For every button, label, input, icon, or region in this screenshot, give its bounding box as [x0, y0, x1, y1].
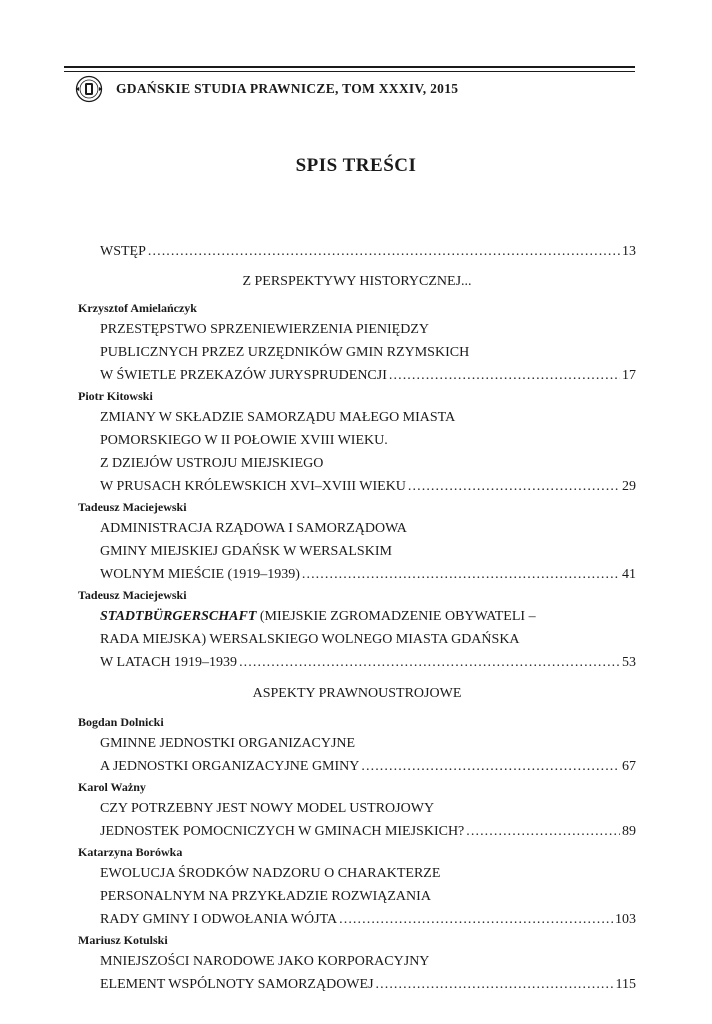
toc-title-line: JEDNOSTEK POMOCNICZYCH W GMINACH MIEJSKICH? — [100, 824, 465, 839]
toc-entry-last-line[interactable] — [78, 755, 636, 778]
toc-title-line: MNIEJSZOŚCI NARODOWE JAKO KORPORACYJNY — [100, 954, 430, 969]
toc-page-number: 13 — [622, 244, 636, 259]
toc-title-line: PERSONALNYM NA PRZYKŁADZIE ROZWIĄZANIA — [100, 889, 431, 904]
dot-leader — [148, 240, 620, 263]
toc-title-line: ZMIANY W SKŁADZIE SAMORZĄDU MAŁEGO MIASTA — [100, 410, 456, 425]
toc-title-line: RADY GMINY I ODWOŁANIA WÓJTA — [100, 912, 338, 927]
toc-title-line: CZY POTRZEBNY JEST NOWY MODEL USTROJOWY — [100, 801, 435, 816]
header-rule-thick — [64, 66, 635, 68]
toc-page-number: 67 — [622, 759, 636, 774]
toc-author: Krzysztof Amielańczyk — [78, 301, 197, 315]
page-title: SPIS TREŚCI — [295, 155, 417, 176]
running-header — [74, 75, 458, 103]
toc-title-line — [78, 605, 636, 628]
toc-title-line: PRZESTĘPSTWO SPRZENIEWIERZENIA PIENIĘDZY — [100, 322, 429, 337]
toc-page-number: 89 — [622, 824, 636, 839]
toc-page-number: 29 — [622, 479, 636, 494]
toc-title-line: RADA MIEJSKA) WERSALSKIEGO WOLNEGO MIASTA GDAŃSKA — [100, 632, 520, 647]
toc-author: Bogdan Dolnicki — [78, 715, 164, 729]
toc-title-text: (MIEJSKIE ZGROMADZENIE OBYWATELI – — [256, 609, 536, 624]
toc-entry-last-line[interactable] — [78, 908, 636, 931]
toc-entry-last-line[interactable] — [78, 475, 636, 498]
toc-title-line: ADMINISTRACJA RZĄDOWA I SAMORZĄDOWA — [100, 521, 407, 536]
toc-author: Tadeusz Maciejewski — [78, 500, 187, 514]
toc-page-number: 115 — [615, 977, 636, 992]
dot-leader — [302, 563, 620, 586]
toc-entry-last-line[interactable] — [78, 820, 636, 843]
university-seal-icon — [74, 75, 104, 103]
toc-title-line: PUBLICZNYCH PRZEZ URZĘDNIKÓW GMIN RZYMSKICH — [100, 345, 470, 360]
dot-leader — [389, 364, 620, 387]
toc-section-heading: ASPEKTY PRAWNOUSTROJOWE — [252, 686, 462, 701]
journal-title: GDAŃSKIE STUDIA PRAWNICZE, TOM XXXIV, 2015 — [116, 81, 459, 96]
header-rule-thin — [64, 71, 635, 72]
toc-title-line: Z DZIEJÓW USTROJU MIEJSKIEGO — [100, 456, 324, 471]
toc-title-italic: STADTBÜRGERSCHAFT — [100, 609, 257, 624]
toc-title-line: EWOLUCJA ŚRODKÓW NADZORU O CHARAKTERZE — [100, 866, 441, 881]
toc-author: Katarzyna Borówka — [78, 845, 183, 859]
toc-title-line: WOLNYM MIEŚCIE (1919–1939) — [100, 567, 300, 582]
dot-leader — [408, 475, 620, 498]
dot-leader — [466, 820, 620, 843]
toc-section-heading: Z PERSPEKTYWY HISTORYCZNEJ... — [242, 274, 472, 289]
toc-entry-intro[interactable] — [78, 240, 636, 263]
dot-leader — [361, 755, 620, 778]
dot-leader — [239, 651, 620, 674]
toc-entry-last-line[interactable] — [78, 563, 636, 586]
toc-entry-last-line[interactable] — [78, 364, 636, 387]
toc-title-line: W LATACH 1919–1939 — [100, 655, 238, 670]
toc-author: Tadeusz Maciejewski — [78, 588, 187, 602]
toc-title-line: W ŚWIETLE PRZEKAZÓW JURYSPRUDENCJI — [100, 368, 387, 383]
toc-title-line: GMINNE JEDNOSTKI ORGANIZACYJNE — [100, 736, 356, 751]
toc-entry-last-line[interactable] — [78, 973, 636, 996]
toc-author: Karol Ważny — [78, 780, 146, 794]
dot-leader — [376, 973, 614, 996]
toc-entry-last-line[interactable] — [78, 651, 636, 674]
toc-author: Mariusz Kotulski — [78, 933, 168, 947]
toc-page-number: 41 — [622, 567, 636, 582]
toc-page-number: 103 — [615, 912, 636, 927]
dot-leader — [339, 908, 613, 931]
toc-title-line: A JEDNOSTKI ORGANIZACYJNE GMINY — [100, 759, 360, 774]
toc-entry-title: WSTĘP — [100, 244, 146, 259]
toc-title-line: W PRUSACH KRÓLEWSKICH XVI–XVIII WIEKU — [100, 479, 406, 494]
toc-title-line: POMORSKIEGO W II POŁOWIE XVIII WIEKU. — [100, 433, 388, 448]
toc-title-line: GMINY MIEJSKIEJ GDAŃSK W WERSALSKIM — [100, 544, 392, 559]
toc-page-number: 17 — [622, 368, 636, 383]
toc-title-line: ELEMENT WSPÓLNOTY SAMORZĄDOWEJ — [100, 977, 374, 992]
table-of-contents — [78, 240, 636, 996]
toc-page-number: 53 — [622, 655, 636, 670]
toc-author: Piotr Kitowski — [78, 389, 153, 403]
